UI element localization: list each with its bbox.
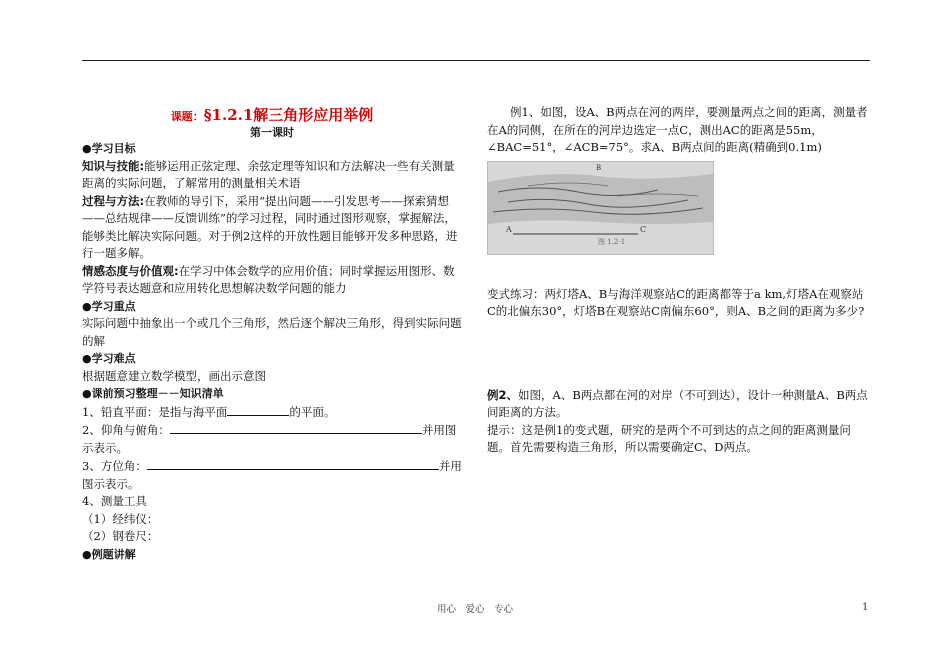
right-column xyxy=(487,104,872,457)
title-label: 课题： xyxy=(170,110,204,123)
page-footer: 用心 爱心 专心 xyxy=(436,604,513,615)
item-vertical-plane: 1、铅直平面：是指与海平面 的平面。 xyxy=(82,404,336,419)
page-number: 1 xyxy=(862,602,869,613)
lesson-subtitle: 第一课时 xyxy=(250,126,294,139)
difficulty-heading: ●学习难点 xyxy=(82,352,136,365)
tool-theodolite: （1）经纬仪： xyxy=(82,511,159,526)
figure-caption: 图 1.2-1 xyxy=(598,238,626,246)
lesson-title xyxy=(82,104,462,126)
example-2: 例2、如图，A、B两点都在河的对岸（不可到达），设计一种测量A、B两点间距离的方法。 xyxy=(487,387,868,419)
blank-field[interactable] xyxy=(227,403,289,416)
key-points-heading: ●学习重点 xyxy=(82,299,136,313)
label-b: B xyxy=(596,163,602,172)
item-tools: 4、测量工具 xyxy=(82,494,147,508)
variant-exercise: 变式练习：两灯塔A、B与海洋观察站C的距离都等于a km,灯塔A在观察站C的北偏东30°，灯塔B在观察站C南偏东60°，则A、B之间的距离为多少? xyxy=(487,286,865,318)
blank-field[interactable] xyxy=(147,457,439,470)
item-azimuth: 3、方位角： 并用图示表示。 xyxy=(82,459,462,491)
title-main: §1.2.1解三角形应用举例 xyxy=(203,106,374,124)
example-1-text: 例1、如图，设A、B两点在河的两岸，要测量两点之间的距离，测量者在A的同侧，在所在的河岸边选定一点C，测出AC的距离是55m，∠BAC=51°，∠ACB=75°。求A、B两点间的距离(精确到0.1m) xyxy=(487,105,868,154)
tool-tape: （2）钢卷尺： xyxy=(82,529,159,543)
key-points-text: 实际问题中抽象出一个或几个三角形，然后逐个解决三角形，得到实际问题的解 xyxy=(82,316,462,348)
label-c: C xyxy=(640,224,647,234)
difficulty-text: 根据题意建立数学模型，画出示意图 xyxy=(82,368,266,383)
river-figure xyxy=(487,161,714,255)
item-elevation-angle: 2、仰角与俯角： 并用图示表示。 xyxy=(82,423,457,455)
preview-heading: ●课前预习整理－－知识清单 xyxy=(82,387,224,400)
example-2-hint: 提示：这是例1的变式题，研究的是两个不可到达的点之间的距离测量问题。首先需要构造三角形，所以需要确定C、D两点。 xyxy=(487,422,851,454)
goals-heading: ●学习目标 xyxy=(82,142,136,155)
goal-knowledge: 知识与技能:能够运用正弦定理、余弦定理等知识和方法解决一些有关测量距离的实际问题，了解常用的测量相关术语 xyxy=(82,158,455,190)
header-rule xyxy=(82,60,870,61)
examples-heading: ●例题讲解 xyxy=(82,547,136,561)
label-a: A xyxy=(506,224,512,234)
goal-process: 过程与方法:在教师的导引下，采用“提出问题——引发思考——探索猜想——总结规律——反馈训练”的学习过程，同时通过图形观察，掌握解法，能够类比解决实际问题。对于例2这样的开放性题目能够开发多种思路，进行一题多解。 xyxy=(82,193,458,260)
goal-attitude: 情感态度与价值观:在学习中体会数学的应用价值；同时掌握运用图形、数学符号表达题意和应用转化思想解决数学问题的能力 xyxy=(82,263,455,295)
left-column xyxy=(82,104,462,563)
blank-field[interactable] xyxy=(170,421,422,434)
